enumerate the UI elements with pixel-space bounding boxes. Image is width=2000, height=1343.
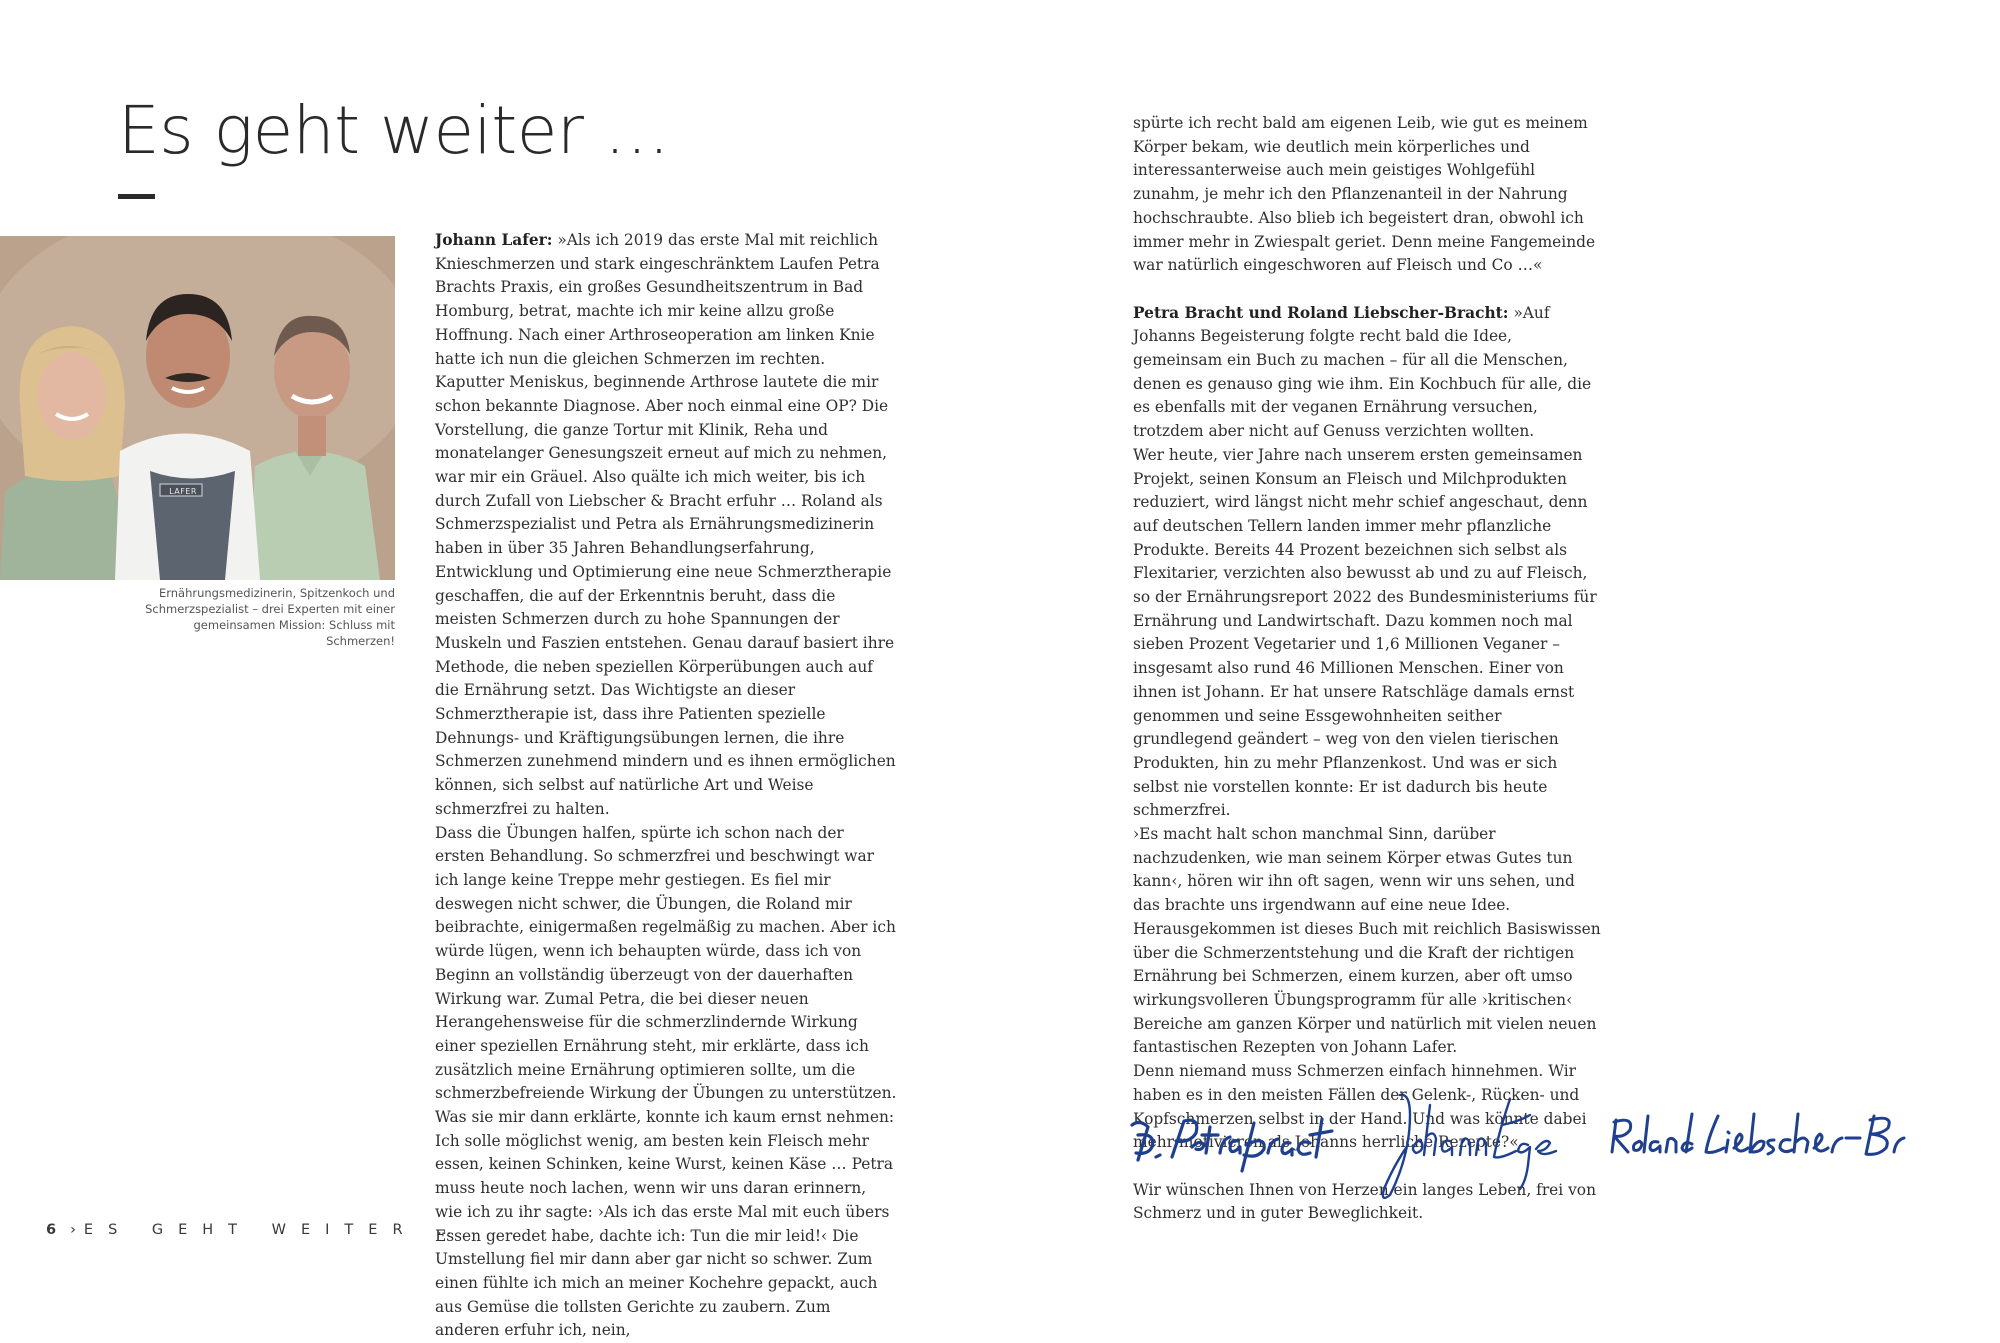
photo-caption: Ernährungsmedizinerin, Spitzenkoch und Schmerzspezialist – drei Experten mit einer gemeinsamen Mission: Schluss mit Schmerzen!	[145, 586, 395, 648]
speaker-name: Johann Lafer:	[435, 231, 553, 249]
paragraph-text: »Als ich 2019 das erste Mal mit reichlich Knieschmerzen und stark eingeschränktem Laufen Petra Brachts Praxis, ein großes Gesundheitszentrum in Bad Homburg, betrat, machte ich mir keine allzu große Hoffnung. Nach einer Arthroseoperation am linken Knie hatte ich nun die gleichen Schmerzen im rechten. Kaputter Meniskus, beginnende Arthrose lautete die mir schon bekannte Diagnose. Aber noch einmal eine OP? Die Vorstellung, die ganze Tortur mit Klinik, Reha und monatelanger Genesungszeit erneut auf mich zu nehmen, war mir ein Gräuel. Also quälte ich mich weiter, bis ich durch Zufall von Liebscher & Bracht erfuhr … Roland als Schmerzspezialist und Petra als Ernährungsmedizinerin haben in über 35 Jahren Behandlungserfahrung, Entwicklung und Optimierung eine neue Schmerztherapie geschaffen, die auf der Erkenntnis beruht, dass die meisten Schmerzen durch zu hohe Spannungen der Muskeln und Faszien entstehen. Genau darauf basiert ihre Methode, die neben speziellen Körperübungen auch auf die Ernährung setzt. Das Wichtigste an dieser Schmerztherapie ist, dass ihre Patienten spezielle Dehnungs- und Kräftigungsübungen lernen, die ihre Schmerzen zunehmend mindern und es ihnen ermöglichen können, sich selbst auf natürliche Art und Weise schmerzfrei zu halten.	[435, 231, 896, 818]
running-footer	[46, 1222, 467, 1238]
paragraph: Wer heute, vier Jahre nach unserem ersten gemeinsamen Projekt, seinen Konsum an Fleisch und Milchprodukten reduziert, wird längst nicht mehr schief angeschaut, denn auf deutschen Tellern landen immer mehr pflanzliche Produkte. Bereits 44 Prozent bezeichnen sich selbst als Flexitarier, verzichten also bewusst ab und zu auf Fleisch, so der Ernährungsreport 2022 des Bundesministeriums für Ernährung und Landwirtschaft. Dazu kommen noch mal sieben Prozent Vegetarier und 1,6 Millionen Veganer – insgesamt also rund 46 Millionen Menschen. Einer von ihnen ist Johann. Er hat unsere Ratschläge damals ernst genommen und seine Essgewohnheiten seither grundlegend geändert – weg von den vielen tierischen Produkten, hin zu mehr Pflanzenkost. Und was er sich selbst nie vorstellen konnte: Er ist dadurch bis heute schmerzfrei.	[1133, 445, 1597, 820]
page-number: 6	[46, 1222, 57, 1238]
apron-label: LAFER	[169, 487, 197, 496]
page-title: Es geht weiter …	[118, 92, 670, 169]
paragraph: ›Es macht halt schon manchmal Sinn, darüber nachzudenken, wie man seinem Körper etwas Gutes tun kann‹, hören wir ihn oft sagen, wenn wir uns sehen, und das brachte uns irgendwann auf eine neue Idee. Herausgekommen ist dieses Buch mit reichlich Basiswissen über die Schmerzentstehung und die Kraft der richtigen Ernährung bei Schmerzen, einem kurzen, aber oft umso wirkungsvolleren Übungsprogramm für alle ›kritischen‹ Bereiche am ganzen Körper und natürlich mit vielen neuen fantastischen Rezepten von Johann Lafer.	[1133, 825, 1601, 1057]
text-column-left	[435, 229, 897, 1343]
chevron-right-icon: ›	[70, 1222, 76, 1238]
paragraph-text: »Auf Johanns Begeisterung folgte recht bald die Idee, gemeinsam ein Buch zu machen – für all die Menschen, denen es genauso ging wie ihm. Ein Kochbuch für alle, die es ebenfalls mit der veganen Ernährung versuchen, trotzdem aber nicht auf Genuss verzichten wollten.	[1133, 303, 1592, 441]
paragraph	[435, 229, 897, 822]
paragraph: Denn niemand muss Schmerzen einfach hinnehmen. Wir haben es in den meisten Fällen der Gelenk-, Rücken- und Kopfschmerzen selbst in der Hand. Und was könnte dabei mehr motivieren als Johanns herrliche Rezepte?«	[1133, 1062, 1587, 1152]
title-underline	[118, 194, 155, 199]
signature-johann-lafer	[1370, 1085, 1560, 1205]
speaker-name: Petra Bracht und Roland Liebscher-Bracht:	[1133, 303, 1509, 322]
text-column-right	[1133, 112, 1601, 1226]
running-title: ES GEHT WEITER …	[83, 1222, 467, 1238]
signature-roland-liebscher-bracht	[1608, 1108, 1908, 1168]
paragraph: Dass die Übungen halfen, spürte ich schon nach der ersten Behandlung. So schmerzfrei und beschwingt war ich lange keine Treppe mehr gestiegen. Es fiel mir deswegen nicht schwer, die Übungen, die Roland mir beibrachte, einigermaßen regelmäßig zu machen. Aber ich würde lügen, wenn ich behaupten würde, dass ich von Beginn an vollständig überzeugt von der dauerhaften Wirkung war. Zumal Petra, die bei dieser neuen Herangehensweise für die schmerzlindernde Wirkung einer speziellen Ernährung steht, mir erklärte, dass ich zusätzlich meine Ernährung optimieren sollte, um die schmerzbefreiende Wirkung der Übungen zu unterstützen. Was sie mir dann erklärte, konnte ich kaum ernst nehmen: Ich solle möglichst wenig, am besten kein Fleisch mehr essen, keinen Schinken, keine Wurst, keinen Käse … Petra muss heute noch lachen, wenn wir uns daran erinnern, wie ich zu ihr sagte: ›Als ich das erste Mal mit euch übers Essen geredet habe, dachte ich: Tun die mir leid!‹ Die Umstellung fiel mir dann aber gar nicht so schwer. Zum einen fühlte ich mich an meiner Kochehre gepackt, auch aus Gemüse die tollsten Gerichte zu zaubern. Zum anderen erfuhr ich, nein,	[435, 823, 897, 1340]
signature-petra-bracht	[1126, 1105, 1336, 1185]
photo-illustration	[0, 236, 395, 580]
closing-paragraph: Wir wünschen Ihnen von Herzen ein langes Leben, frei von Schmerz und in guter Beweglichkeit.	[1133, 1180, 1596, 1223]
author-photo	[0, 236, 395, 580]
paragraph: spürte ich recht bald am eigenen Leib, wie gut es meinem Körper bekam, wie deutlich mein körperliches und interessanterweise auch mein geistiges Wohlgefühl zunahm, je mehr ich den Pflanzenanteil in der Nahrung hochschraubte. Also blieb ich begeistert dran, obwohl ich immer mehr in Zwiespalt geriet. Denn meine Fangemeinde war natürlich eingeschworen auf Fleisch und Co …«	[1133, 114, 1596, 275]
paragraph	[1133, 302, 1601, 444]
